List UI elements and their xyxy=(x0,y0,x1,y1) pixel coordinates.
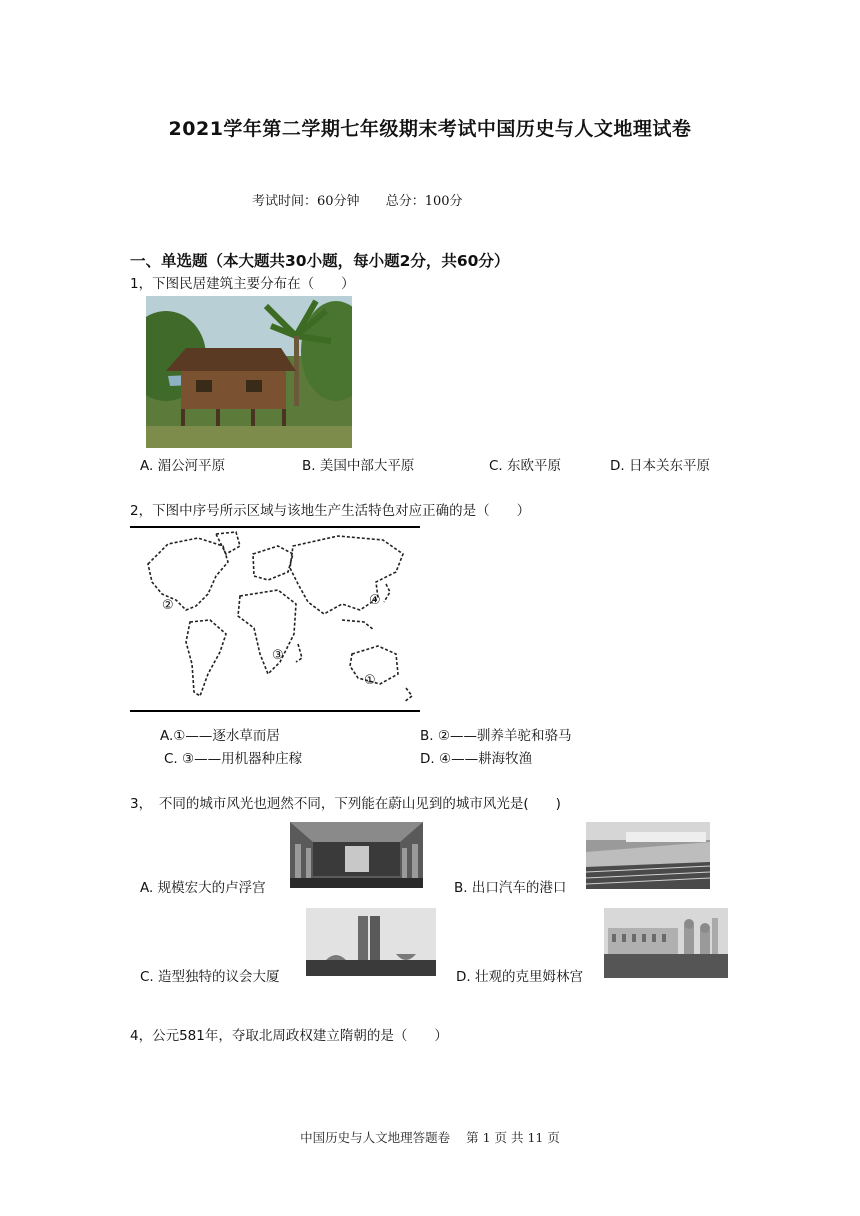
footer-page: 第 1 页 共 11 页 xyxy=(466,1130,560,1145)
kremlin-photo xyxy=(604,908,728,978)
q1-option-b: B. 美国中部大平原 xyxy=(302,458,415,474)
stilt-house-photo xyxy=(146,296,352,448)
q3-option-b: B. 出口汽车的港口 xyxy=(454,880,567,896)
question-2: 2，下图中序号所示区域与该地生产生活特色对应正确的是（ ） xyxy=(130,503,531,519)
exam-time: 考试时间：60分钟 xyxy=(252,194,360,209)
q2-option-d: D. ④——耕海牧渔 xyxy=(420,751,533,767)
question-1: 1，下图民居建筑主要分布在（ ） xyxy=(130,276,355,292)
page-footer xyxy=(0,1128,860,1146)
world-map xyxy=(128,524,422,714)
page-title: 2021学年第二学期七年级期末考试中国历史与人文地理试卷 xyxy=(168,118,692,140)
question-3: 3， 不同的城市风光也迥然不同，下列能在蔚山见到的城市风光是( ) xyxy=(130,796,561,812)
exam-meta xyxy=(252,190,485,209)
q3-option-c: C. 造型独特的议会大厦 xyxy=(140,969,280,985)
map-label-3: ③ xyxy=(272,648,284,663)
footer-title: 中国历史与人文地理答题卷 xyxy=(300,1130,451,1145)
q2-option-c: C. ③——用机器种庄稼 xyxy=(164,751,303,767)
q2-option-b: B. ②——驯养羊驼和骆马 xyxy=(420,728,572,744)
q3-option-d: D. 壮观的克里姆林宫 xyxy=(456,969,583,985)
congress-photo xyxy=(306,908,436,976)
q1-option-c: C. 东欧平原 xyxy=(489,458,562,474)
louvre-photo xyxy=(290,822,423,888)
question-4: 4，公元581年，夺取北周政权建立隋朝的是（ ） xyxy=(130,1028,448,1044)
map-label-4: ④ xyxy=(369,593,381,608)
q2-option-a: A.①——逐水草而居 xyxy=(160,728,280,744)
exam-score: 总分：100分 xyxy=(385,194,463,209)
q1-option-d: D. 日本关东平原 xyxy=(610,458,710,474)
map-label-1: ① xyxy=(364,673,376,688)
map-label-2: ② xyxy=(162,598,174,613)
section-heading: 一、单选题（本大题共30小题，每小题2分，共60分） xyxy=(130,252,510,270)
q1-option-a: A. 湄公河平原 xyxy=(140,458,226,474)
car-port-photo xyxy=(586,822,710,889)
q3-option-a: A. 规模宏大的卢浮宫 xyxy=(140,880,266,896)
